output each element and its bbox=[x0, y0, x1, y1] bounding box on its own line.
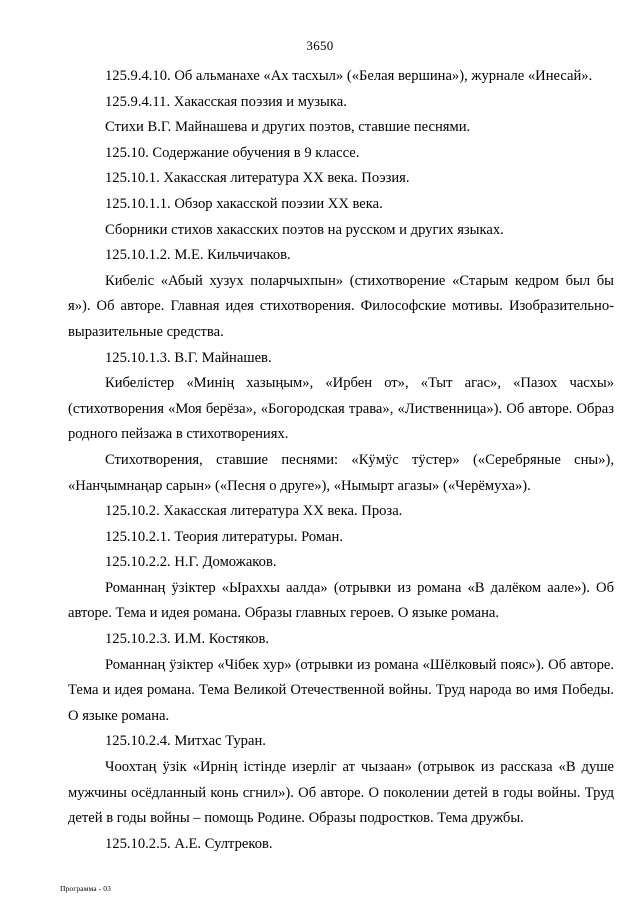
page-content bbox=[68, 64, 614, 857]
paragraph: Стихи В.Г. Майнашева и других поэтов, ставшие песнями. bbox=[105, 119, 471, 136]
footer-label: Программа - 03 bbox=[60, 884, 111, 893]
paragraph: Чоохтаң ӱзiк «Ирнiң iстiнде изерлiг ат чызаан» (отрывок из рассказа «В душе мужчины осёдланный конь сгнил»). Об авторе. О поколении детей в годы войны. Труд детей в годы войны – помощь Родине. Образы подростков. Тема дружбы. bbox=[68, 759, 614, 827]
paragraph: Сборники стихов хакасских поэтов на русском и других языках. bbox=[105, 221, 504, 238]
paragraph: 125.10.2.4. Митхас Туран. bbox=[105, 733, 266, 750]
paragraph: 125.10.1.2. М.Е. Кильчичаков. bbox=[105, 247, 291, 264]
paragraph: 125.9.4.11. Хакасская поэзия и музыка. bbox=[105, 93, 347, 110]
paragraph: Романнаң ӱзiктер «Ыраххы аалда» (отрывки из романа «В далёком аале»). Об авторе. Тема и идея романа. Образы главных героев. О языке романа. bbox=[68, 579, 614, 622]
paragraph: 125.10.2.5. А.Е. Султреков. bbox=[105, 835, 273, 852]
paragraph: Кибелістер «Минің хазыңым», «Ирбен от», «Тыт агас», «Пазох часхы» (стихотворения «Моя берёза», «Богородская трава», «Лиственница»). Об авторе. Образ родного пейзажа в стихотворениях. bbox=[68, 375, 614, 443]
paragraph: Стихотворения, ставшие песнями: «Кӱмӱс тӱстер» («Серебряные сны»), «Нанҷымнаңар сарын» («Песня о друге»), «Нымырт агазы» («Черёмуха»). bbox=[68, 451, 614, 494]
paragraph: Кибеліс «Абый хузух поларчыхпын» (стихотворение «Старым кедром был бы я»). Об авторе. Главная идея стихотворения. Философские мотивы. Изобразительно-выразительные средства. bbox=[68, 272, 614, 340]
paragraph: 125.10. Содержание обучения в 9 классе. bbox=[105, 144, 360, 161]
paragraph: 125.10.2.3. И.М. Костяков. bbox=[105, 631, 270, 648]
paragraph: 125.10.2. Хакасская литература XX века. Проза. bbox=[105, 503, 403, 520]
page-number: 3650 bbox=[306, 38, 334, 53]
paragraph: 125.10.1.1. Обзор хакасской поэзии XX века. bbox=[105, 195, 383, 212]
paragraph: 125.9.4.10. Об альманахе «Ах тасхыл» («Белая вершина»), журнале «Инесай». bbox=[105, 68, 593, 84]
paragraph: 125.10.2.2. Н.Г. Доможаков. bbox=[105, 554, 277, 571]
paragraph: Романнаң ӱзiктер «Чiбек хур» (отрывки из романа «Шёлковый пояс»). Об авторе. Тема и идея романа. Тема Великой Отечественной войны. Труд народа во имя Победы. О языке романа. bbox=[68, 656, 614, 724]
paragraph: 125.10.1.3. В.Г. Майнашев. bbox=[105, 349, 272, 366]
paragraph: 125.10.1. Хакасская литература XX века. Поэзия. bbox=[105, 170, 410, 187]
paragraph: 125.10.2.1. Теория литературы. Роман. bbox=[105, 528, 343, 545]
